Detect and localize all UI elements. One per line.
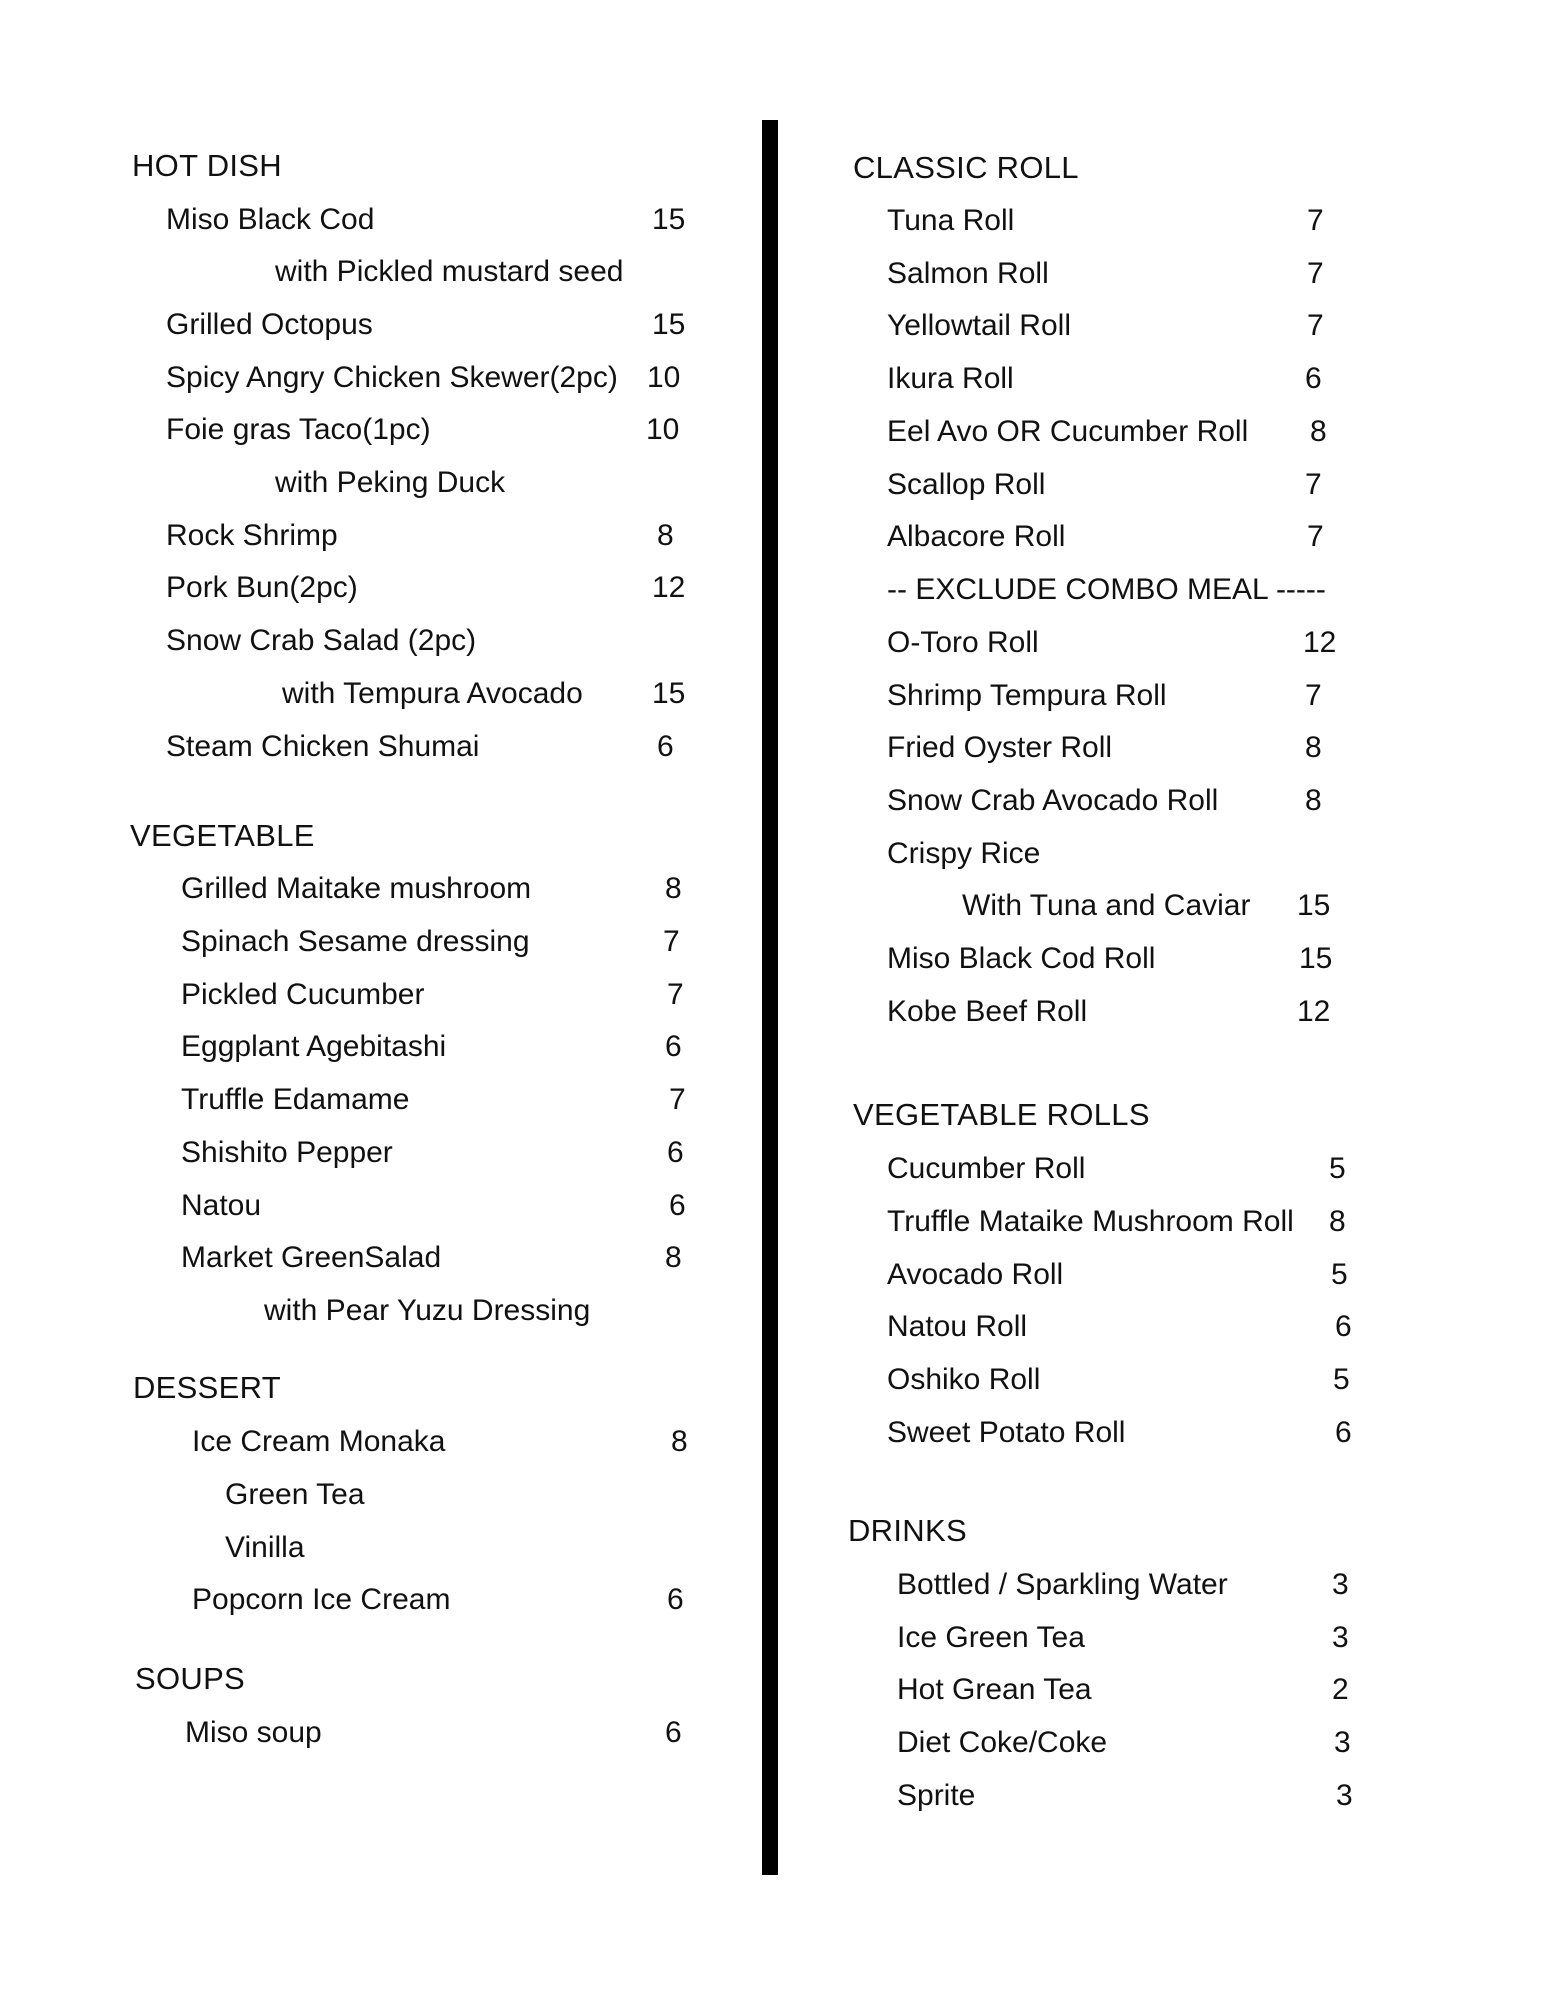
menu-item-price: 15	[652, 308, 686, 341]
classic-roll-heading: CLASSIC ROLL	[853, 150, 1079, 185]
menu-item-name: Avocado Roll	[887, 1258, 1064, 1291]
menu-item-price: 15	[1297, 889, 1331, 922]
menu-item-name: Eel Avo OR Cucumber Roll	[887, 415, 1249, 448]
menu-item-price: 8	[1305, 784, 1322, 817]
menu-item-price: 7	[1305, 468, 1322, 501]
menu-item-name: Rock Shrimp	[166, 519, 338, 552]
menu-item-price: 15	[1299, 942, 1333, 975]
menu-item-price: 3	[1336, 1779, 1353, 1812]
dessert-heading: DESSERT	[133, 1370, 281, 1405]
menu-item-note: with Pear Yuzu Dressing	[264, 1294, 591, 1327]
menu-item-price: 5	[1329, 1152, 1346, 1185]
menu-item-price: 2	[1332, 1673, 1349, 1706]
menu-item-price: 8	[1305, 731, 1322, 764]
menu-item-price: 7	[1307, 257, 1324, 290]
menu-item-price: 12	[1297, 995, 1331, 1028]
menu-item-name: Foie gras Taco(1pc)	[166, 413, 431, 446]
menu-item-price: 7	[1307, 204, 1324, 237]
menu-item-price: 15	[652, 677, 686, 710]
menu-item-price: 8	[1329, 1205, 1346, 1238]
menu-item-name: Snow Crab Salad (2pc)	[166, 624, 477, 657]
menu-item-note: with Tempura Avocado	[282, 677, 583, 710]
menu-item-name: Snow Crab Avocado Roll	[887, 784, 1219, 817]
menu-item-price: 7	[1305, 679, 1322, 712]
menu-item-name: Spinach Sesame dressing	[181, 925, 530, 958]
menu-item-name: Salmon Roll	[887, 257, 1049, 290]
menu-item-name: Scallop Roll	[887, 468, 1046, 501]
menu-item-price: 6	[657, 730, 674, 763]
menu-item-name: Ikura Roll	[887, 362, 1014, 395]
menu-item-price: 6	[1305, 362, 1322, 395]
menu-item-name: Shishito Pepper	[181, 1136, 393, 1169]
menu-item-note: With Tuna and Caviar	[962, 889, 1251, 922]
menu-item-name: Market GreenSalad	[181, 1241, 442, 1274]
menu-item-name: Oshiko Roll	[887, 1363, 1041, 1396]
menu-item-price: 6	[1335, 1310, 1352, 1343]
menu-item-price: 8	[665, 1241, 682, 1274]
exclude-combo-note: -- EXCLUDE COMBO MEAL -----	[887, 573, 1326, 606]
menu-item-price: 7	[1307, 520, 1324, 553]
hot-dish-heading: HOT DISH	[132, 148, 282, 183]
menu-item-price: 3	[1334, 1726, 1351, 1759]
menu-item-price: 7	[1307, 309, 1324, 342]
menu-item-name: Pickled Cucumber	[181, 978, 425, 1011]
menu-item-price: 7	[669, 1083, 686, 1116]
menu-item-price: 12	[1303, 626, 1337, 659]
menu-item-name: Bottled / Sparkling Water	[897, 1568, 1228, 1601]
menu-item-name: Tuna Roll	[887, 204, 1015, 237]
menu-item-name: Miso Black Cod	[166, 203, 375, 236]
menu-item-name: Kobe Beef Roll	[887, 995, 1088, 1028]
menu-item-name: Hot Grean Tea	[897, 1673, 1092, 1706]
menu-item-name: Miso Black Cod Roll	[887, 942, 1156, 975]
menu-item-name: Ice Green Tea	[897, 1621, 1085, 1654]
menu-item-price: 3	[1332, 1621, 1349, 1654]
menu-item-name: Crispy Rice	[887, 837, 1041, 870]
menu-item-price: 8	[657, 519, 674, 552]
vegetable-rolls-heading: VEGETABLE ROLLS	[853, 1097, 1150, 1132]
menu-item-price: 8	[671, 1425, 688, 1458]
menu-item-option: Green Tea	[225, 1478, 365, 1511]
menu-item-price: 6	[665, 1716, 682, 1749]
menu-item-price: 10	[647, 361, 681, 394]
menu-item-note: with Pickled mustard seed	[275, 255, 624, 288]
menu-item-name: Miso soup	[185, 1716, 322, 1749]
menu-item-price: 7	[667, 978, 684, 1011]
menu-item-price: 7	[663, 925, 680, 958]
menu-item-name: Cucumber Roll	[887, 1152, 1086, 1185]
menu-item-name: Grilled Octopus	[166, 308, 373, 341]
menu-item-name: Natou Roll	[887, 1310, 1028, 1343]
menu-item-name: Diet Coke/Coke	[897, 1726, 1108, 1759]
menu-item-option: Vinilla	[225, 1531, 305, 1564]
menu-item-price: 3	[1332, 1568, 1349, 1601]
menu-item-name: Truffle Mataike Mushroom Roll	[887, 1205, 1294, 1238]
menu-item-name: Pork Bun(2pc)	[166, 571, 358, 604]
menu-item-price: 6	[667, 1583, 684, 1616]
menu-item-price: 5	[1333, 1363, 1350, 1396]
menu-item-name: Popcorn Ice Cream	[192, 1583, 451, 1616]
menu-item-name: Shrimp Tempura Roll	[887, 679, 1167, 712]
menu-item-name: Spicy Angry Chicken Skewer(2pc)	[166, 361, 618, 394]
menu-item-price: 6	[1335, 1416, 1352, 1449]
menu-item-price: 15	[652, 203, 686, 236]
menu-item-note: with Peking Duck	[275, 466, 506, 499]
column-divider	[762, 120, 778, 1875]
menu-item-name: Natou	[181, 1189, 262, 1222]
menu-item-name: Steam Chicken Shumai	[166, 730, 480, 763]
menu-item-name: Truffle Edamame	[181, 1083, 410, 1116]
menu-item-price: 5	[1331, 1258, 1348, 1291]
menu-item-price: 6	[665, 1030, 682, 1063]
menu-item-price: 10	[646, 413, 680, 446]
menu-item-name: Yellowtail Roll	[887, 309, 1071, 342]
menu-item-price: 12	[652, 571, 686, 604]
menu-item-price: 8	[665, 872, 682, 905]
menu-item-price: 6	[669, 1189, 686, 1222]
menu-item-name: Grilled Maitake mushroom	[181, 872, 532, 905]
menu-item-name: Fried Oyster Roll	[887, 731, 1113, 764]
menu-item-name: Sweet Potato Roll	[887, 1416, 1126, 1449]
menu-item-name: Ice Cream Monaka	[192, 1425, 446, 1458]
menu-item-name: Albacore Roll	[887, 520, 1066, 553]
menu-item-name: Sprite	[897, 1779, 976, 1812]
drinks-heading: DRINKS	[848, 1513, 967, 1548]
menu-item-price: 6	[667, 1136, 684, 1169]
menu-item-price: 8	[1310, 415, 1327, 448]
menu-item-name: Eggplant Agebitashi	[181, 1030, 447, 1063]
soups-heading: SOUPS	[135, 1661, 246, 1696]
menu-item-name: O-Toro Roll	[887, 626, 1039, 659]
vegetable-heading: VEGETABLE	[130, 818, 315, 853]
